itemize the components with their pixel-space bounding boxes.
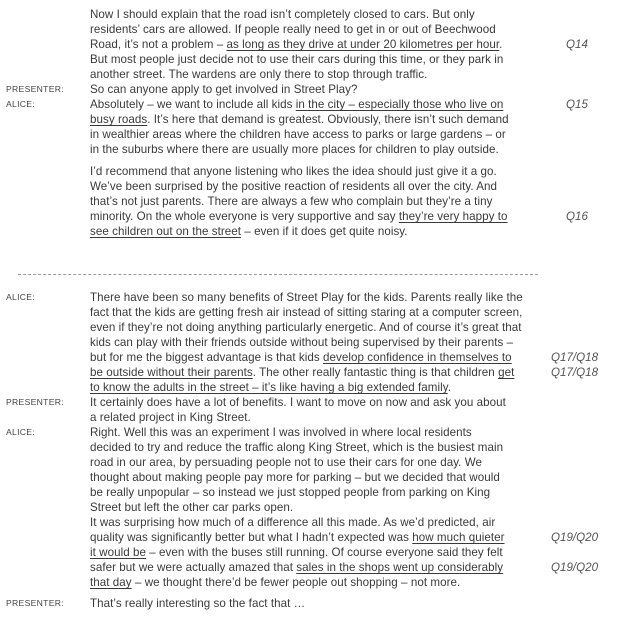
transcript-line: [90, 440, 503, 455]
line-text: But most people just decide not to use their cars during this time, or they park in: [90, 53, 504, 66]
transcript-line: [90, 179, 497, 194]
transcript-line: [90, 37, 502, 52]
line-text: There have been so many benefits of Street Play for the kids. Parents really like the: [90, 291, 523, 304]
line-text: Road, it’s not a problem –: [90, 38, 227, 51]
line-text: – even if it does get quite noisy.: [241, 225, 408, 238]
line-text: even if they’re not doing anything particularly energetic. And of course it’s great that: [90, 321, 522, 334]
line-text: road in our area, by persuading people not to use their cars for one day. We: [90, 456, 482, 469]
underlined-answer-text: in the city – especially those who live on: [295, 98, 504, 111]
question-label-q19-q20: Q19/Q20: [551, 531, 599, 544]
speaker-label-alice: ALICE:: [6, 99, 36, 109]
line-text: Now I should explain that the road isn’t completely closed to cars. But only: [90, 8, 475, 21]
line-text: quality was significantly better but what I hadn’t expected was: [90, 531, 413, 544]
underlined-answer-text: be outside without their parents: [90, 366, 253, 379]
transcript-line: [90, 22, 496, 37]
line-text: but for me the biggest advantage is that kids: [90, 351, 324, 364]
underlined-answer-text: busy roads: [90, 113, 148, 126]
underlined-answer-text: as long as they drive at under 20 kilometres per hour: [226, 38, 500, 51]
transcript-line: [90, 290, 523, 305]
line-text: decided to try and reduce the traffic along King Street, which is the busiest main: [90, 441, 504, 454]
transcript-line: [90, 164, 497, 179]
line-text: Right. Well this was an experiment I was involved in where local residents: [90, 426, 472, 439]
question-label-q17-q18: Q17/Q18: [551, 366, 599, 379]
transcript-line: [90, 530, 505, 545]
line-text: safer but we were actually amazed that: [90, 561, 297, 574]
transcript-line: [90, 455, 482, 470]
transcript-line: [90, 224, 408, 239]
line-text: be really unpopular – so instead we just stopped people from parking on King: [90, 486, 491, 499]
underlined-answer-text: that day: [90, 576, 132, 589]
line-text: – even with the buses still running. Of course everyone said they felt: [145, 546, 503, 559]
question-label-q17-q18: Q17/Q18: [551, 351, 599, 364]
transcript-line: [90, 395, 506, 410]
transcript-line: [90, 194, 492, 209]
line-text: I’d recommend that anyone listening who likes the idea should just give it a go.: [90, 165, 497, 178]
line-text: thought about making people pay more for parking – but we decided that would: [90, 471, 500, 484]
line-text: .: [499, 38, 503, 51]
question-label-q16: Q16: [566, 210, 588, 223]
transcript-line: [90, 52, 503, 67]
underlined-answer-text: to know the adults in the street – it’s like having a big extended family: [90, 381, 448, 394]
transcript-line: [90, 410, 251, 425]
transcript-line: [90, 515, 495, 530]
transcript-line: [90, 500, 293, 515]
transcript-line: [90, 127, 506, 142]
transcript-line: [90, 560, 503, 575]
transcript-line: [90, 305, 522, 320]
underlined-answer-text: get: [498, 366, 515, 379]
line-text: Absolutely – we want to include all kids: [90, 98, 296, 111]
underlined-answer-text: develop confidence in themselves to: [323, 351, 512, 364]
transcript-line: [90, 545, 503, 560]
transcript-line: [90, 97, 503, 112]
speaker-label-presenter: PRESENTER:: [6, 84, 64, 94]
line-text: residents’ cars are allowed. If people really need to get in or out of Beechwood: [90, 23, 496, 36]
line-text: that’s not just parents. There are always a few who complain but they’re a tiny: [90, 195, 493, 208]
transcript-line: [90, 485, 490, 500]
section-divider: [18, 274, 538, 275]
underlined-answer-text: it would be: [90, 546, 146, 559]
transcript-line: That’s really interesting so the fact that …: [90, 597, 306, 610]
speaker-label-alice: ALICE:: [6, 427, 36, 437]
line-text: Street but left the other car parks open.: [90, 501, 294, 514]
line-text: in wealthier areas where the children have access to parks or large gardens – or: [90, 128, 506, 141]
speaker-label-presenter: PRESENTER:: [6, 397, 64, 407]
underlined-answer-text: sales in the shops went up considerably: [296, 561, 504, 574]
transcript-line: [90, 142, 499, 157]
line-text: . It’s here that demand is greatest. Obviously, there isn’t such demand: [147, 113, 509, 126]
transcript-line: [90, 335, 513, 350]
transcript-line: [90, 365, 514, 380]
transcript-line: [90, 209, 508, 224]
line-text: fact that the kids are getting fresh air instead of sitting staring at a computer screen,: [90, 306, 523, 319]
line-text: It was surprising how much of a difference all this made. As we’d predicted, air: [90, 516, 496, 529]
transcript-line: [90, 470, 500, 485]
question-label-q15: Q15: [566, 98, 588, 111]
transcript-line: [90, 350, 512, 365]
transcript-line: [90, 7, 475, 22]
line-text: in the suburbs where there are usually more places for children to play outside.: [90, 143, 499, 156]
transcript-line: [90, 425, 472, 440]
line-text: We’ve been surprised by the positive reaction of residents all over the city. And: [90, 180, 498, 193]
transcript-line: [90, 67, 427, 82]
transcript-line: [90, 380, 451, 395]
speaker-label-alice: ALICE:: [6, 292, 36, 302]
line-text: . The other really fantastic thing is that children: [252, 366, 499, 379]
line-text: kids can play with their friends outside without being supervised by their parents –: [90, 336, 514, 349]
speaker-label-presenter: PRESENTER:: [6, 598, 64, 608]
transcript-line: [90, 112, 509, 127]
question-label-q19-q20: Q19/Q20: [551, 561, 599, 574]
line-text: minority. On the whole everyone is very supportive and say: [90, 210, 399, 223]
line-text: another street. The wardens are only there to stop through traffic.: [90, 68, 428, 81]
line-text: – we thought there’d be fewer people out shopping – not more.: [131, 576, 461, 589]
transcript-line: So can anyone apply to get involved in Street Play?: [90, 83, 358, 96]
underlined-answer-text: they’re very happy to: [398, 210, 508, 223]
underlined-answer-text: see children out on the street: [90, 225, 242, 238]
line-text: a related project in King Street.: [90, 411, 251, 424]
transcript-line: [90, 575, 460, 590]
line-text: It certainly does have a lot of benefits. I want to move on now and ask you about: [90, 396, 506, 409]
transcript-line: [90, 320, 521, 335]
question-label-q14: Q14: [566, 38, 588, 51]
line-text: .: [447, 381, 451, 394]
underlined-answer-text: how much quieter: [412, 531, 505, 544]
